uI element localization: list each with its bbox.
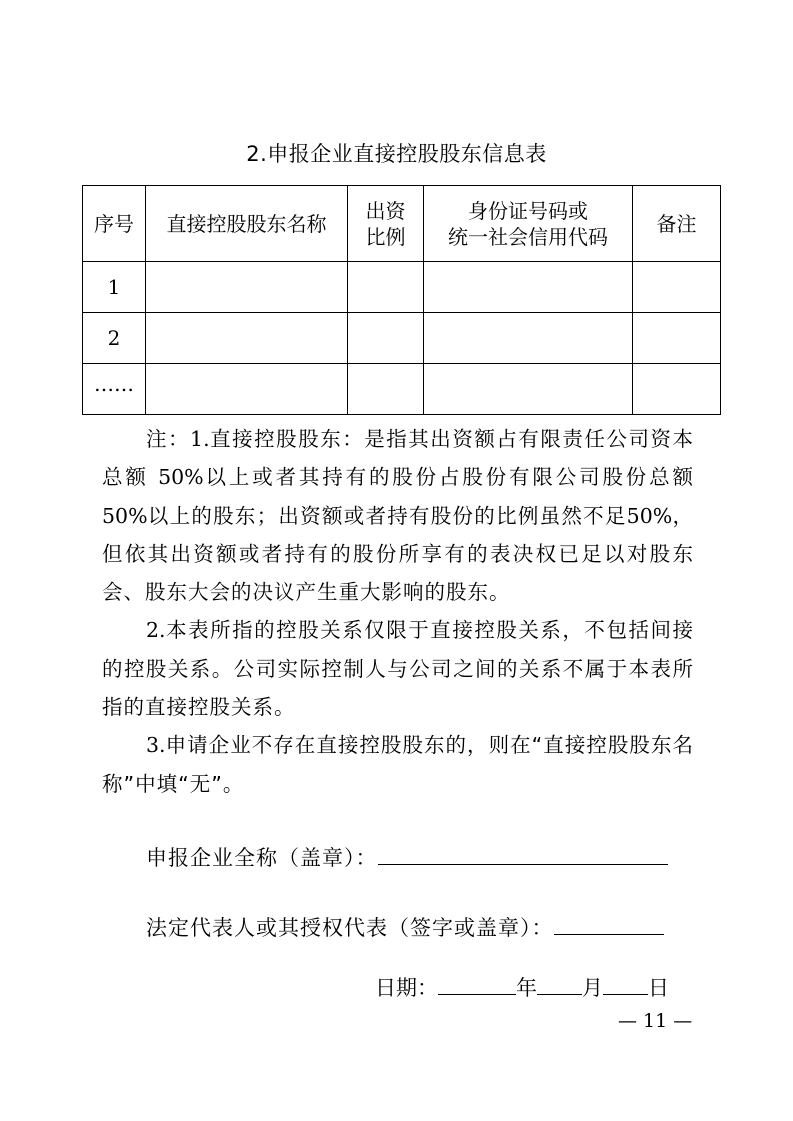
notes-section	[102, 420, 694, 803]
shareholder-table	[82, 185, 721, 415]
row-name-cell[interactable]	[146, 364, 348, 415]
date-day-label: 日	[648, 976, 669, 1000]
note-2-text: 本表所指的控股关系仅限于直接控股关系，不包括间接的控股关系。公司实际控制人与公司之间的关系不属于本表所指的直接控股关系。	[102, 618, 694, 720]
note-1	[102, 420, 694, 611]
note-1-percent-1: 50%	[158, 465, 204, 490]
row-id-cell[interactable]	[424, 364, 633, 415]
note-3	[102, 726, 694, 803]
row-ratio-cell[interactable]	[348, 313, 424, 364]
row-name-cell[interactable]	[146, 313, 348, 364]
note-1-text-b: 以上或者其持有的股份占股份有限公司股份总额	[203, 465, 694, 490]
row-remark-cell[interactable]	[633, 313, 721, 364]
header-id	[424, 186, 633, 262]
note-1-number: 1.	[190, 427, 210, 451]
row-ratio-cell[interactable]	[348, 364, 424, 415]
note-3-number: 3.	[146, 733, 166, 758]
row-name-cell[interactable]	[146, 262, 348, 313]
header-ratio-line1: 出资	[365, 198, 406, 223]
note-1-percent-3: 50%	[626, 503, 673, 528]
note-1-text-c: 以上的股东；出资额或者持有股份的比例虽然不足	[147, 503, 627, 528]
date-year-label: 年	[516, 976, 537, 1000]
representative-signature-line	[146, 912, 664, 942]
page-number: — 11 —	[618, 1010, 693, 1032]
note-3-text: 申请企业不存在直接控股股东的，则在“直接控股股东名称”中填“无”。	[102, 733, 694, 796]
company-name-label: 申报企业全称（盖章）：	[146, 846, 378, 870]
row-seq: 1	[83, 262, 146, 313]
row-remark-cell[interactable]	[633, 262, 721, 313]
header-remark: 备注	[633, 186, 721, 262]
date-month-field[interactable]	[537, 972, 582, 995]
row-id-cell[interactable]	[424, 262, 633, 313]
row-seq: ……	[83, 364, 146, 415]
date-month-label: 月	[582, 976, 603, 1000]
table-row	[83, 313, 721, 364]
header-ratio-line2: 比例	[365, 224, 406, 249]
header-shareholder-name: 直接控股股东名称	[146, 186, 348, 262]
company-signature-line	[146, 842, 668, 872]
table-row	[83, 364, 721, 415]
note-2	[102, 611, 694, 726]
date-day-field[interactable]	[603, 972, 648, 995]
note-1-text-d: ，但依其出资额或者持有的股份所享有的表决权已足以对股东会、股东大会的决议产生重大影响的股东。	[102, 503, 694, 605]
row-id-cell[interactable]	[424, 313, 633, 364]
header-id-line1: 身份证号码或	[468, 198, 588, 223]
representative-field[interactable]	[554, 912, 664, 935]
table-header-row	[83, 186, 721, 262]
form-title: 2.申报企业直接控股股东信息表	[246, 142, 547, 166]
header-seq: 序号	[83, 186, 146, 262]
note-1-text-a: 直接控股股东：是指其出资额占有限责任公司资本总额	[102, 427, 695, 490]
note-1-percent-2: 50%	[102, 503, 148, 528]
header-id-line2: 统一社会信用代码	[448, 224, 608, 249]
row-seq: 2	[83, 313, 146, 364]
note-2-number: 2.	[146, 618, 166, 643]
date-line	[375, 972, 669, 1002]
date-label: 日期：	[375, 976, 438, 1000]
row-ratio-cell[interactable]	[348, 262, 424, 313]
company-name-field[interactable]	[378, 842, 668, 865]
row-remark-cell[interactable]	[633, 364, 721, 415]
date-year-field[interactable]	[438, 972, 516, 995]
table-row	[83, 262, 721, 313]
header-ratio	[348, 186, 424, 262]
note-prefix: 注：	[146, 427, 191, 451]
representative-label: 法定代表人或其授权代表（签字或盖章）：	[146, 916, 554, 940]
